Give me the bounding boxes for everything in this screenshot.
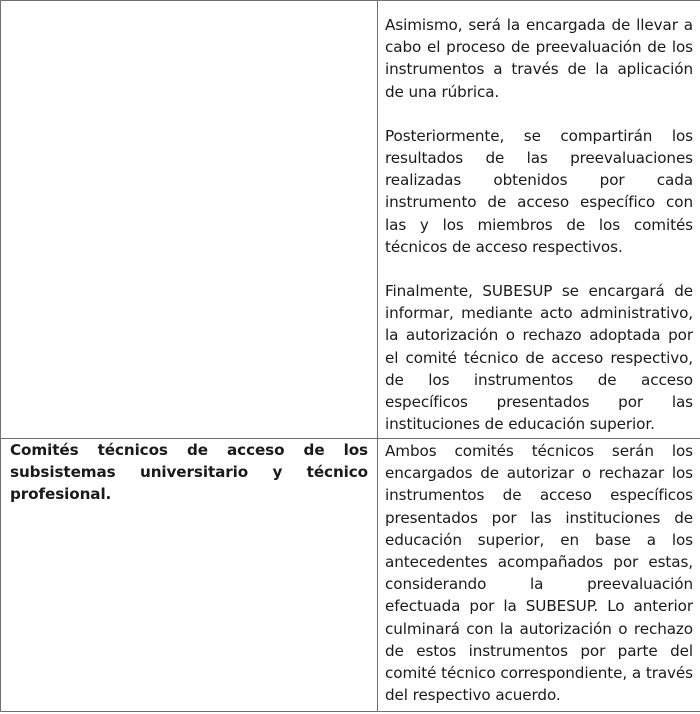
description-paragraph: Posteriormente, se compartirán los resultados de las preevaluaciones realizadas obtenidos por cada instrumento de acceso específico con las y los miembros de los comités técnicos de acceso respectivos. xyxy=(385,126,693,256)
table-cell-role xyxy=(1,439,378,712)
description-paragraph: Finalmente, SUBESUP se encargará de informar, mediante acto administrativo, la autorización o rechazo adoptada por el comité técnico de acceso respectivo, de los instrumentos de acceso específicos presentados por las instituciones de educación superior. xyxy=(385,282,693,434)
table-cell-description xyxy=(378,439,700,712)
table-row xyxy=(1,439,700,712)
description-paragraph: Ambos comités técnicos serán los encargados de autorizar o rechazar los instrumentos de acceso específicos presentados por las instituciones de educación superior, en base a los antecedentes acompañados por estas, considerando la preevaluación efectuada por la SUBESUP. Lo anterior culminará con la autorización o rechazo de estos instrumentos por parte del comité técnico correspondiente, a través del respectivo acuerdo. xyxy=(385,442,693,705)
description-text xyxy=(378,439,700,706)
table-cell-description xyxy=(378,1,700,439)
table-row xyxy=(1,1,700,439)
description-text xyxy=(378,1,700,435)
description-paragraph: Asimismo, será la encargada de llevar a cabo el proceso de preevaluación de los instrumentos a través de la aplicación de una rúbrica. xyxy=(385,16,693,101)
table-cell-role xyxy=(1,1,378,439)
role-label: Comités técnicos de acceso de los subsistemas universitario y técnico profesional. xyxy=(10,441,368,504)
